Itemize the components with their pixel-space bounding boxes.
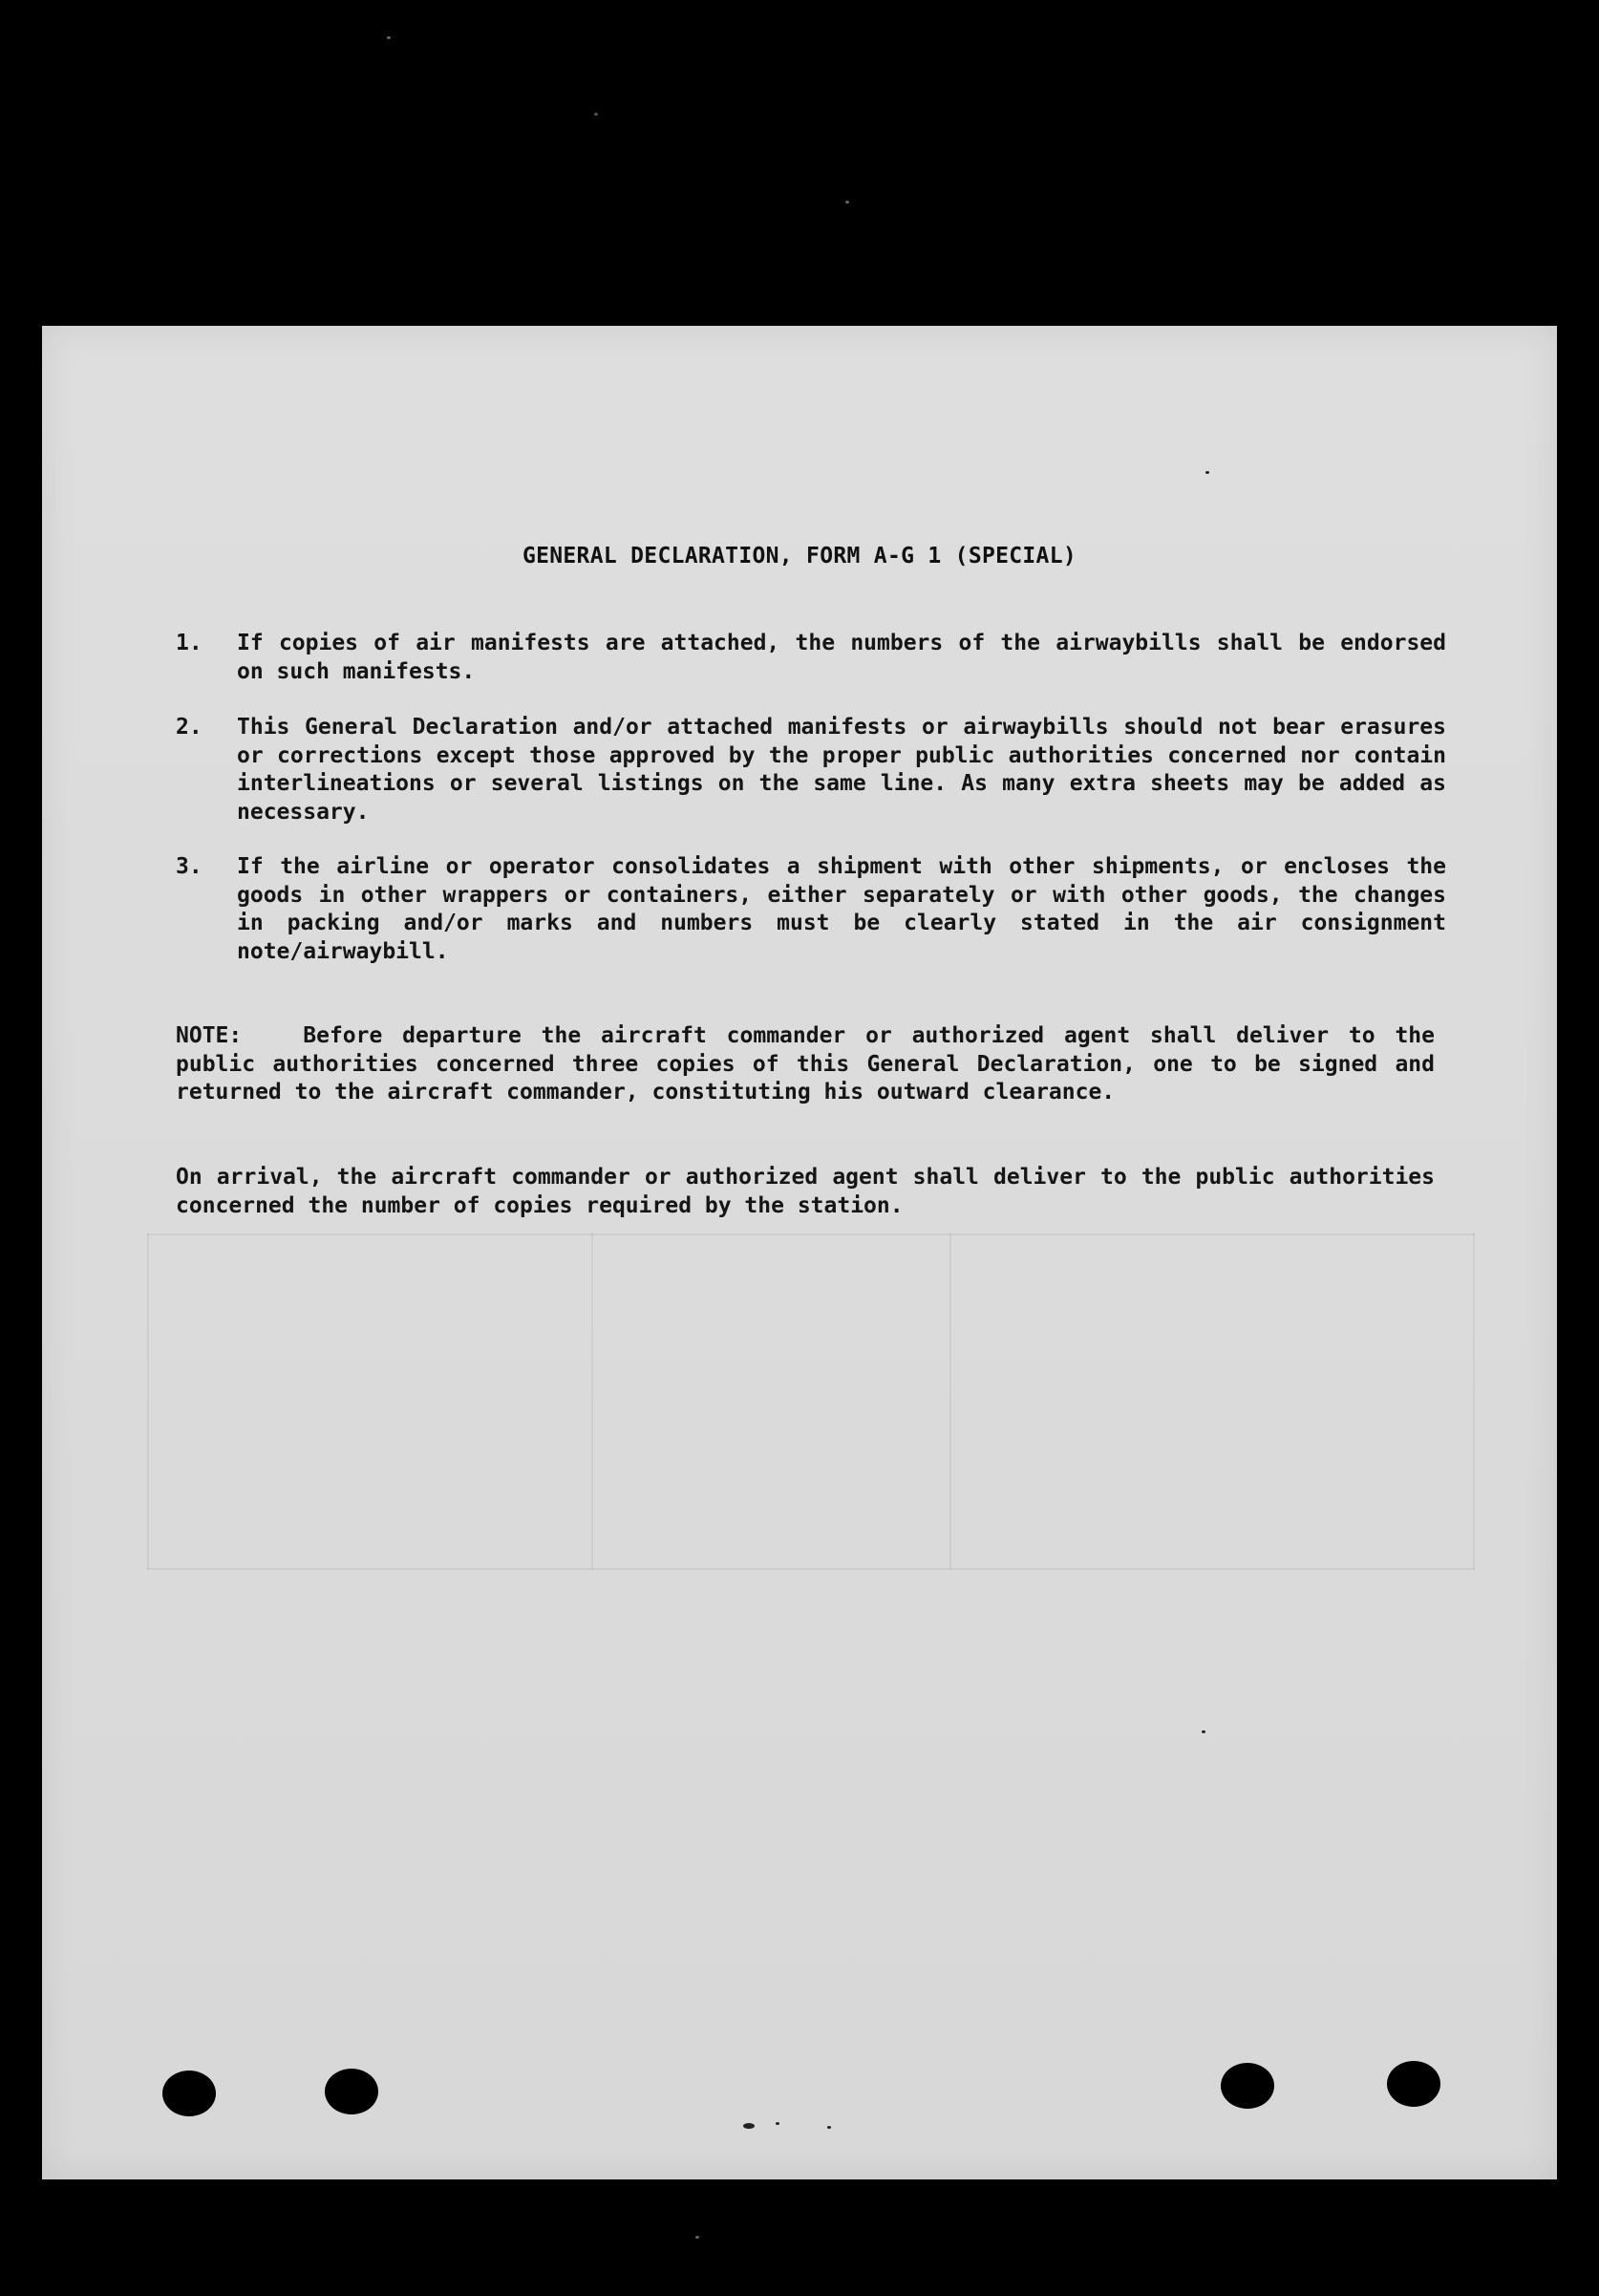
bleed-through-line [949, 1234, 951, 1570]
list-item [176, 630, 1446, 686]
bleed-through-line [147, 1234, 149, 1570]
note-label: NOTE: [176, 1023, 243, 1048]
page-title: GENERAL DECLARATION, FORM A-G 1 (SPECIAL) [522, 544, 1077, 569]
bleed-through-line [591, 1234, 593, 1570]
paper-speck [827, 2126, 831, 2129]
document-page [42, 326, 1557, 2179]
list-item [176, 714, 1446, 826]
note-paragraph [176, 1022, 1435, 1107]
scan-speck [695, 2236, 699, 2239]
bleed-through-line [147, 1568, 1475, 1570]
punch-hole [1221, 2063, 1274, 2109]
paper-speck [776, 2122, 779, 2125]
list-item-number: 3. [176, 854, 203, 879]
paper-speck [1202, 1730, 1205, 1733]
arrival-paragraph: On arrival, the aircraft commander or authorized agent shall deliver to the public authorities concerned the number of copies required by the station. [176, 1165, 1435, 1218]
scan-speck [594, 113, 598, 116]
bleed-through-line [1473, 1234, 1475, 1570]
bleed-through-line [147, 1234, 1475, 1235]
list-item-text: If the airline or operator consolidates a shipment with other shipments, or encloses the goods in other wrappers or containers, either separately or with other goods, the changes in packing and/or marks and numbers must be clearly stated in the air consignment note/airwaybill. [237, 854, 1446, 964]
punch-hole [325, 2069, 378, 2114]
paper-speck [743, 2123, 755, 2129]
list-item-text: This General Declaration and/or attached manifests or airwaybills should not bear erasures or corrections except those approved by the proper public authorities concerned nor contain interlineations or several listings on the same line. As many extra sheets may be added as necessary. [237, 715, 1446, 825]
list-item-number: 2. [176, 715, 203, 740]
paper-speck [1205, 471, 1209, 474]
punch-hole [162, 2071, 216, 2116]
scan-speck [845, 201, 849, 204]
list-item [176, 853, 1446, 966]
punch-hole [1387, 2061, 1440, 2107]
list-item-text: If copies of air manifests are attached, the numbers of the airwaybills shall be endorsed on such manifests. [237, 631, 1446, 684]
scan-speck [387, 36, 391, 39]
list-item-number: 1. [176, 631, 203, 655]
note-text: Before departure the aircraft commander or authorized agent shall deliver to the public authorities concerned three copies of this General Declaration, one to be signed and returned to the aircraft commander, constituting his outward clearance. [176, 1023, 1435, 1105]
